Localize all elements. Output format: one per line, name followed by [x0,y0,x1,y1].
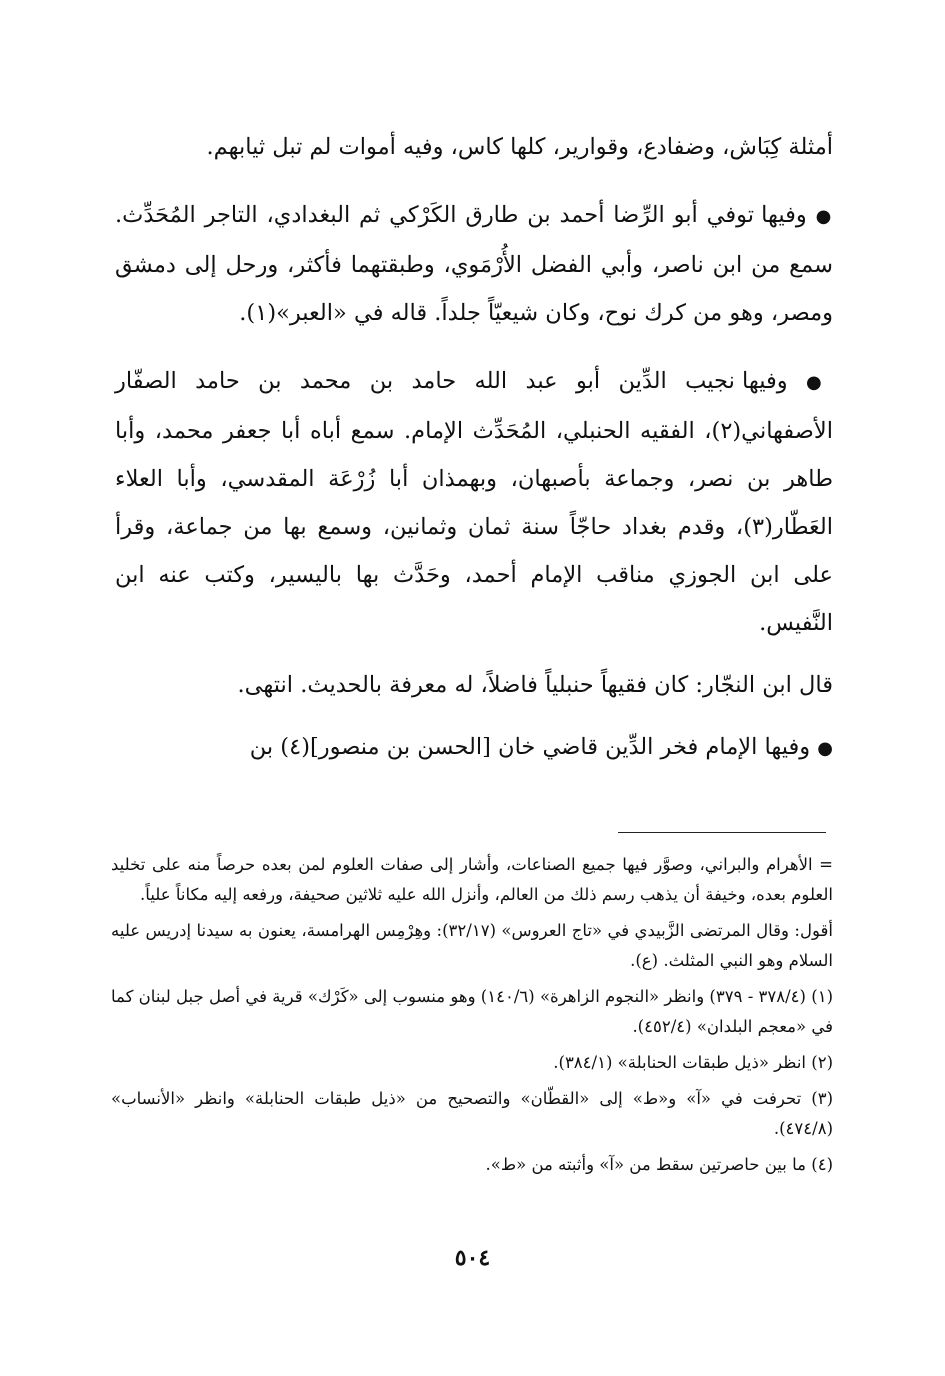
bullet-icon: ● [806,372,833,393]
paragraph-3 [115,357,833,647]
footnote-continuation-2: أقول: وقال المرتضى الزَّبيدي في «تاج العروس» (٣٢/١٧): وهِرْمِس الهرامسة، يعنون به سيدنا إدريس عليه السلام وهو النبي المثلث. (ع). [111,921,833,970]
paragraph-1: أمثلة كِبَاش، وضفادع، وقوارير، كلها كاس، وفيه أموات لم تبل ثيابهم. [206,134,833,160]
footnotes [111,850,833,1186]
bullet-icon: ● [815,206,833,227]
paragraph-5 [115,723,833,773]
footnote-3: (٣) تحرفت في «آ» و«ط» إلى «القطّان» والتصحيح من «ذيل طبقات الحنابلة» وانظر «الأنساب» (٤٧٤/٨). [111,1089,833,1138]
main-text [115,123,833,793]
paragraph-2 [115,191,833,337]
footnote-1: (١) (٣٧٨/٤ - ٣٧٩) وانظر «النجوم الزاهرة» (١٤٠/٦) وهو منسوب إلى «كَرْك» قرية في أصل جبل لبنان كما في «معجم البلدان» (٤٥٢/٤). [111,987,833,1036]
paragraph-4: قال ابن النجّار: كان فقيهاً حنبلياً فاضلاً، له معرفة بالحديث. انتهى. [237,672,833,698]
page-number: ٥٠٤ [454,1245,491,1271]
paragraph-5-text: وفيها الإمام فخر الدِّين قاضي خان [الحسن بن منصور](٤) بن [249,734,811,760]
footnote-2: (٢) انظر «ذيل طبقات الحنابلة» (٣٨٤/١). [553,1053,833,1072]
paragraph-3-text: وفيها نجيب الدِّين أبو عبد الله حامد بن محمد بن حامد الصفّار الأصفهاني(٢)، الفقيه الحنبلي، المُحَدِّث الإمام. سمع أباه أبا جعفر محمد، وأبا طاهر بن نصر، وجماعة بأصبهان، وبهمذان أبا زُرْعَة المقدسي، وأبا العلاء العَطّار(٣)، وقدم بغداد حاجّاً سنة ثمان وثمانين، وسمع بها من جماعة، وقرأ على ابن الجوزي مناقب الإمام أحمد، وحَدَّث بها باليسير، وكتب عنه ابن النَّفيس. [115,368,833,636]
footnote-4: (٤) ما بين حاصرتين سقط من «آ» وأثبته من «ط». [485,1155,833,1174]
footnote-continuation-1: = الأهرام والبراني، وصوَّر فيها جميع الصناعات، وأشار إلى صفات العلوم لمن بعده حرصاً منه على تخليد العلوم بعده، وخيفة أن يذهب رسم ذلك من العالم، وأنزل الله عليه ثلاثين صحيفة، ورفعه إليه مكاناً علياً. [111,855,833,904]
paragraph-2-text: وفيها توفي أبو الرِّضا أحمد بن طارق الكَرْكي ثم البغدادي، التاجر المُحَدِّث. سمع من ابن ناصر، وأبي الفضل الأُرْمَوي، وطبقتهما فأكثر، ورحل إلى دمشق ومصر، وهو من كرك نوح، وكان شيعيّاً جلداً. قاله في «العبر»(١). [115,202,833,326]
bullet-icon: ● [817,738,833,759]
footnote-divider [618,832,826,833]
